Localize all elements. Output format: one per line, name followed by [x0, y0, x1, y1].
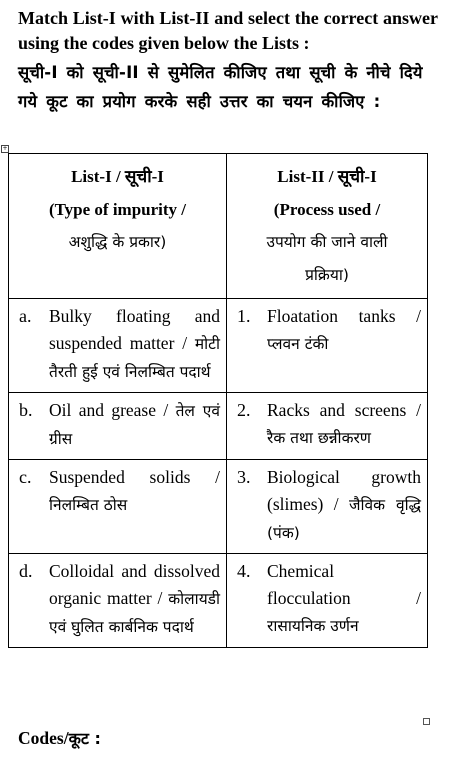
item-text-hi: प्लवन टंकी: [267, 335, 329, 353]
table-header-row: [9, 154, 428, 299]
list2-item: [227, 299, 428, 393]
item-label: 1.: [237, 306, 251, 326]
item-text-hi: निलम्बित ठोस: [49, 496, 128, 514]
list1-item: [9, 460, 227, 554]
item-label: a.: [19, 306, 32, 326]
item-text: [267, 303, 421, 358]
list1-item: [9, 299, 227, 393]
item-text-en: Colloidal and dissolved organic matter /: [49, 561, 220, 608]
table-anchor-icon: +: [2, 145, 8, 152]
list2-header: [227, 154, 428, 299]
list1-item: [9, 554, 227, 648]
item-text: [49, 397, 220, 453]
list2-title: List-II / सूची-I: [277, 167, 377, 186]
item-text-en: Suspended solids /: [49, 467, 220, 487]
list1-header: [9, 154, 227, 299]
item-text-en: Bulky floating and suspended matter /: [49, 306, 220, 353]
item-text-en: Racks and screens /: [267, 400, 421, 420]
item-text: [49, 558, 220, 641]
item-text-hi: रैक तथा छन्नीकरण: [267, 429, 372, 447]
item-text-en: Oil and grease /: [49, 400, 169, 420]
item-text: [267, 397, 421, 452]
codes-label-hi: कूट :: [68, 729, 101, 748]
table-row: [9, 554, 428, 648]
list1-subtitle-hi: अशुद्धि के प्रकार): [68, 233, 167, 251]
list2-subtitle-hi-1: उपयोग की जाने वाली: [266, 233, 388, 251]
table-resize-handle: [423, 718, 430, 725]
list2-item: [227, 393, 428, 460]
list2-subtitle-hi-2: प्रक्रिया): [305, 266, 349, 284]
item-text-hi: तेल एवं ग्रीस: [49, 402, 220, 448]
item-label: 4.: [237, 561, 251, 581]
match-table: [8, 153, 427, 648]
item-text-en: Chemical flocculation /: [267, 561, 421, 608]
question-english: Match List-I with List-II and select the correct answer using the codes given below the Lists :: [18, 8, 438, 53]
codes-label-en: Codes/: [18, 728, 69, 748]
table-row: [9, 299, 428, 393]
item-text: [267, 558, 421, 640]
item-label: d.: [19, 561, 33, 581]
item-label: 2.: [237, 400, 251, 420]
item-text-hi: रासायनिक उर्णन: [267, 617, 359, 635]
item-text-hi: जैविक वृद्धि (पंक): [267, 496, 422, 542]
item-text: [49, 464, 220, 519]
list1-title: List-I / सूची-I: [71, 167, 164, 186]
list2-item: [227, 460, 428, 554]
item-label: c.: [19, 467, 32, 487]
table-row: [9, 393, 428, 460]
codes-heading: [18, 726, 101, 751]
question-text: [18, 6, 438, 116]
list2-item: [227, 554, 428, 648]
item-text-hi: कोलायडी एवं घुलित कार्बनिक पदार्थ: [49, 590, 220, 636]
item-text-hi: मोटी तैरती हुई एवं निलम्बित पदार्थ: [49, 335, 221, 381]
question-hindi: सूची-I को सूची-II से सुमेलित कीजिए तथा सूची के नीचे दिये गये कूट का प्रयोग करके सही उत्तर का चयन कीजिए :: [18, 63, 423, 111]
list2-subtitle-en: (Process used /: [273, 200, 381, 219]
table-row: [9, 460, 428, 554]
item-label: b.: [19, 400, 33, 420]
item-text: [267, 464, 421, 547]
list1-subtitle-en: (Type of impurity /: [48, 200, 187, 219]
list1-item: [9, 393, 227, 460]
item-text-en: Biological growth (slimes) /: [267, 467, 421, 514]
item-text: [49, 303, 220, 386]
item-text-en: Floatation tanks /: [267, 306, 421, 326]
item-label: 3.: [237, 467, 251, 487]
